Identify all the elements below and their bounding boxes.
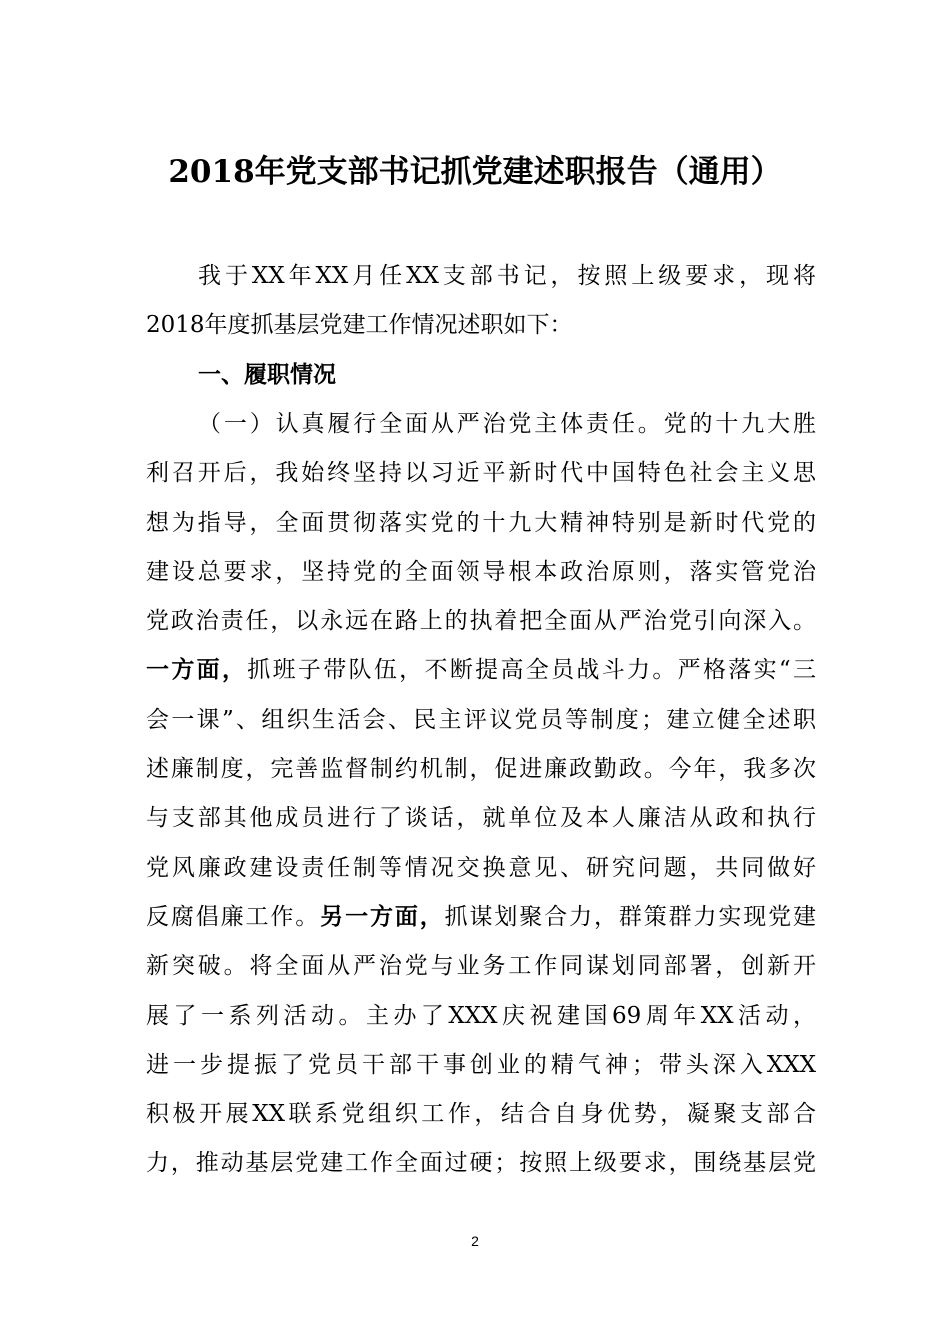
paragraph-line — [146, 652, 816, 688]
text-run: 抓班子带队伍，不断提高全员战斗力。严格落实“三 — [247, 657, 817, 684]
paragraph-line — [146, 899, 816, 935]
page-number: 2 — [471, 1233, 479, 1249]
paragraph-line: 会一课”、组织生活会、民主评议党员等制度；建立健全述职 — [146, 706, 816, 733]
paragraph-line: 党风廉政建设责任制等情况交换意见、研究问题，共同做好 — [146, 854, 816, 881]
text-run: 反腐倡廉工作。 — [146, 903, 321, 930]
bold-lead-phrase: 一方面， — [146, 656, 248, 684]
paragraph-line: 积极开展XX联系党组织工作，结合自身优势，凝聚支部合 — [146, 1101, 816, 1128]
paragraph-line: 党政治责任，以永远在路上的执着把全面从严治党引向深入。 — [146, 608, 816, 635]
paragraph-line: （一）认真履行全面从严治党主体责任。党的十九大胜 — [198, 410, 816, 437]
paragraph-line: 进一步提振了党员干部干事创业的精气神；带头深入XXX — [146, 1051, 816, 1078]
paragraph-line: 与支部其他成员进行了谈话，就单位及本人廉洁从政和执行 — [146, 805, 816, 832]
document-title: 2018年党支部书记抓党建述职报告（通用） — [168, 154, 782, 190]
paragraph-line: 展了一系列活动。主办了XXX庆祝建国69周年XX活动， — [146, 1002, 816, 1029]
paragraph-line: 2018年度抓基层党建工作情况述职如下： — [146, 312, 573, 339]
bold-lead-phrase: 另一方面， — [320, 902, 445, 930]
paragraph-line: 建设总要求，坚持党的全面领导根本政治原则，落实管党治 — [146, 558, 816, 585]
paragraph-line: 想为指导，全面贯彻落实党的十九大精神特别是新时代党的 — [146, 509, 816, 536]
text-run: 抓谋划聚合力，群策群力实现党建 — [444, 903, 817, 930]
paragraph-line: 新突破。将全面从严治党与业务工作同谋划同部署，创新开 — [146, 953, 816, 980]
paragraph-line: 利召开后，我始终坚持以习近平新时代中国特色社会主义思 — [146, 460, 816, 487]
paragraph-line: 述廉制度，完善监督制约机制，促进廉政勤政。今年，我多次 — [146, 756, 816, 782]
paragraph-line: 我于XX年XX月任XX支部书记，按照上级要求，现将 — [198, 263, 816, 289]
paragraph-line: 力，推动基层党建工作全面过硬；按照上级要求，围绕基层党 — [146, 1150, 816, 1177]
section-heading: 一、履职情况 — [198, 361, 336, 388]
